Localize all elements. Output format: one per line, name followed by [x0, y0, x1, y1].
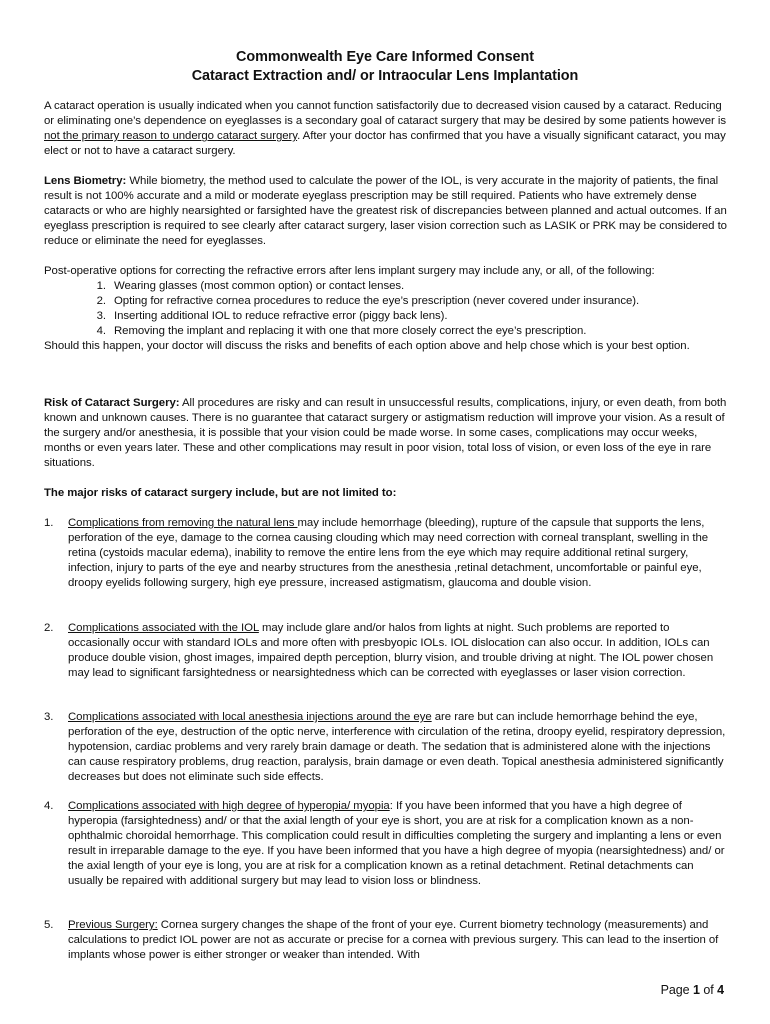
postop-option-text: Removing the implant and replacing it with one that more closely correct the eye’s prescription. — [114, 325, 587, 338]
document-subtitle: Cataract Extraction and/ or Intraocular Lens Implantation — [191, 68, 579, 84]
intro-text-1: A cataract operation is usually indicated when you cannot function satisfactorily due to decreased vision caused by a cataract. Reducing or eliminating one’s dependence on eyeglasses is a secondary goal of cataract surgery that may be desired by some patients however is — [44, 100, 727, 128]
document-title: Commonwealth Eye Care Informed Consent — [236, 49, 534, 65]
risk-item — [44, 621, 730, 681]
postop-option-number: 4. — [96, 325, 106, 338]
postop-option-text: Opting for refractive cornea procedures to reduce the eye’s prescription (never covered under insurance). — [114, 295, 640, 308]
lens-biometry-label: Lens Biometry: — [44, 175, 127, 187]
intro-text-2: . After your doctor has confirmed that you have a visually significant cataract, you may elect or not to have a cataract surgery. — [44, 130, 726, 158]
postop-section — [44, 264, 730, 354]
risk-item-number: 1. — [44, 517, 54, 529]
postop-option — [44, 279, 730, 294]
risk-item-text: : If you have been informed that you have a high degree of hyperopia (farsightedness) and/ or that the axial length of your eye is short, you are at risk for a complication known as a non-ophthalmic choroidal hemorrhage. This complication could result in difficulties completing the surgery and implanting a lens or even result in irreparable damage to the eye. If you have been informed that you have a high degree of myopia (nearsightedness) and/ or the axial length of your eye is long, you are at risk for a complication known as a retinal detachment. Retinal detachments can usually be repaired with additional surgery but may lead to vision loss or blindness. — [68, 800, 725, 888]
page-of: of — [699, 983, 718, 997]
risk-item — [44, 799, 730, 889]
risk-item-number: 5. — [44, 919, 54, 931]
risk-item — [44, 516, 730, 591]
risk-text: All procedures are risky and can result in unsuccessful results, complications, injury, or even death, from both known and unknown causes. There is no guarantee that cataract surgery or astigmatism reduction will improve your vision. As a result of the surgery and/or anesthesia, it is possible that your vision could be made worse. In some cases, complications may occur weeks, months or even years later. These and other complications may result in poor vision, total loss of vision, or even loss of the eye in rare situations. — [44, 397, 727, 470]
risk-item-text: Cornea surgery changes the shape of the front of your eye. Current biometry technology (measurements) and calculations to predict IOL power are not as accurate or precise for a cornea with previous surgery. This can lead to the insertion of implants whose power is either stronger or weaker than intended. With — [68, 919, 719, 962]
postop-option — [44, 309, 730, 324]
risk-paragraph — [44, 396, 730, 471]
risk-item-number: 3. — [44, 711, 54, 723]
risk-item-title: Previous Surgery: — [68, 919, 158, 931]
page-current: 1 — [693, 983, 700, 997]
page-number — [661, 982, 724, 998]
postop-option-number: 2. — [96, 295, 106, 308]
risk-item-number: 2. — [44, 622, 54, 634]
page-word: Page — [660, 983, 694, 997]
risk-item-number: 4. — [44, 800, 54, 812]
risk-item-text: may include glare and/or halos from lights at night. Such problems are reported to occasionally occur with standard IOLs and more often with presbyopic IOLs. IOL dislocation can also occur. In addition, IOLs can produce double vision, ghost images, impaired depth perception, blurry vision, and trouble driving at night. The IOL power chosen may lead to significant farsightedness or nearsightedness which can be corrected with eyeglasses or laser vision correction. — [68, 622, 714, 680]
major-risks-heading — [44, 486, 730, 501]
risk-item-title: Complications associated with the IOL — [68, 622, 259, 634]
postop-option-number: 3. — [96, 310, 106, 323]
risk-item-text: may include hemorrhage (bleeding), rupture of the capsule that supports the lens, perforation of the eye, damage to the cornea causing clouding which may need correction with corneal transplant, swelling in the retina (cystoids macular edema), inability to remove the entire lens from the eye which may require additional retinal surgery, infection, injury to parts of the eye and nearby structures from the anesthesia ,retinal detachment, uncomfortable or painful eye, droopy eyelids following surgery, high eye pressure, increased astigmatism, glaucoma and double vision. — [68, 517, 709, 590]
risk-item-title: Complications associated with local anesthesia injections around the eye — [68, 711, 432, 723]
postop-intro: Post-operative options for correcting the refractive errors after lens implant surgery may include any, or all, of the following: — [44, 265, 655, 277]
postop-option-text: Wearing glasses (most common option) or contact lenses. — [114, 280, 405, 293]
postop-option-number: 1. — [96, 280, 106, 293]
postop-option — [44, 324, 730, 339]
risk-item-title: Complications associated with high degree of hyperopia/ myopia — [68, 800, 390, 812]
lens-biometry-paragraph — [44, 174, 730, 249]
major-risks-heading-text: The major risks of cataract surgery include, but are not limited to: — [44, 487, 397, 499]
page-total: 4 — [717, 983, 724, 997]
postop-option-text: Inserting additional IOL to reduce refractive error (piggy back lens). — [114, 310, 448, 323]
postop-option — [44, 294, 730, 309]
intro-underlined-text: not the primary reason to undergo cataract surgery — [44, 130, 298, 143]
lens-biometry-text: While biometry, the method used to calculate the power of the IOL, is very accurate in the majority of patients, the final result is not 100% accurate and a mild or moderate eyeglass prescription may be still required. Patients who have extremely dense cataracts or who are highly nearsighted or farsighted have the greatest risk of discrepancies between planned and actual outcomes. If an eyeglass prescription is required to see clearly after cataract surgery, laser vision correction such as LASIK or PRK may be considered to reduce or eliminate the need for eyeglasses. — [44, 175, 727, 248]
risk-item-title: Complications from removing the natural lens — [68, 517, 298, 529]
risk-label: Risk of Cataract Surgery: — [44, 397, 180, 409]
risk-item-text: are rare but can include hemorrhage behind the eye, perforation of the eye, destruction of the optic nerve, interference with circulation of the retina, droopy eyelid, respiratory depression, hypotension, cardiac problems and very rarely brain damage or death. The sedation that is administered alone with the injections can cause respiratory problems, drug reaction, paralysis, brain damage or even death. Topical anesthesia administered significantly decreases but does not eliminate such side effects. — [68, 711, 726, 784]
risk-item — [44, 710, 730, 785]
intro-paragraph — [44, 99, 730, 159]
postop-outro: Should this happen, your doctor will discuss the risks and benefits of each option above and help chose which is your best option. — [44, 340, 690, 353]
risk-item — [44, 918, 730, 963]
